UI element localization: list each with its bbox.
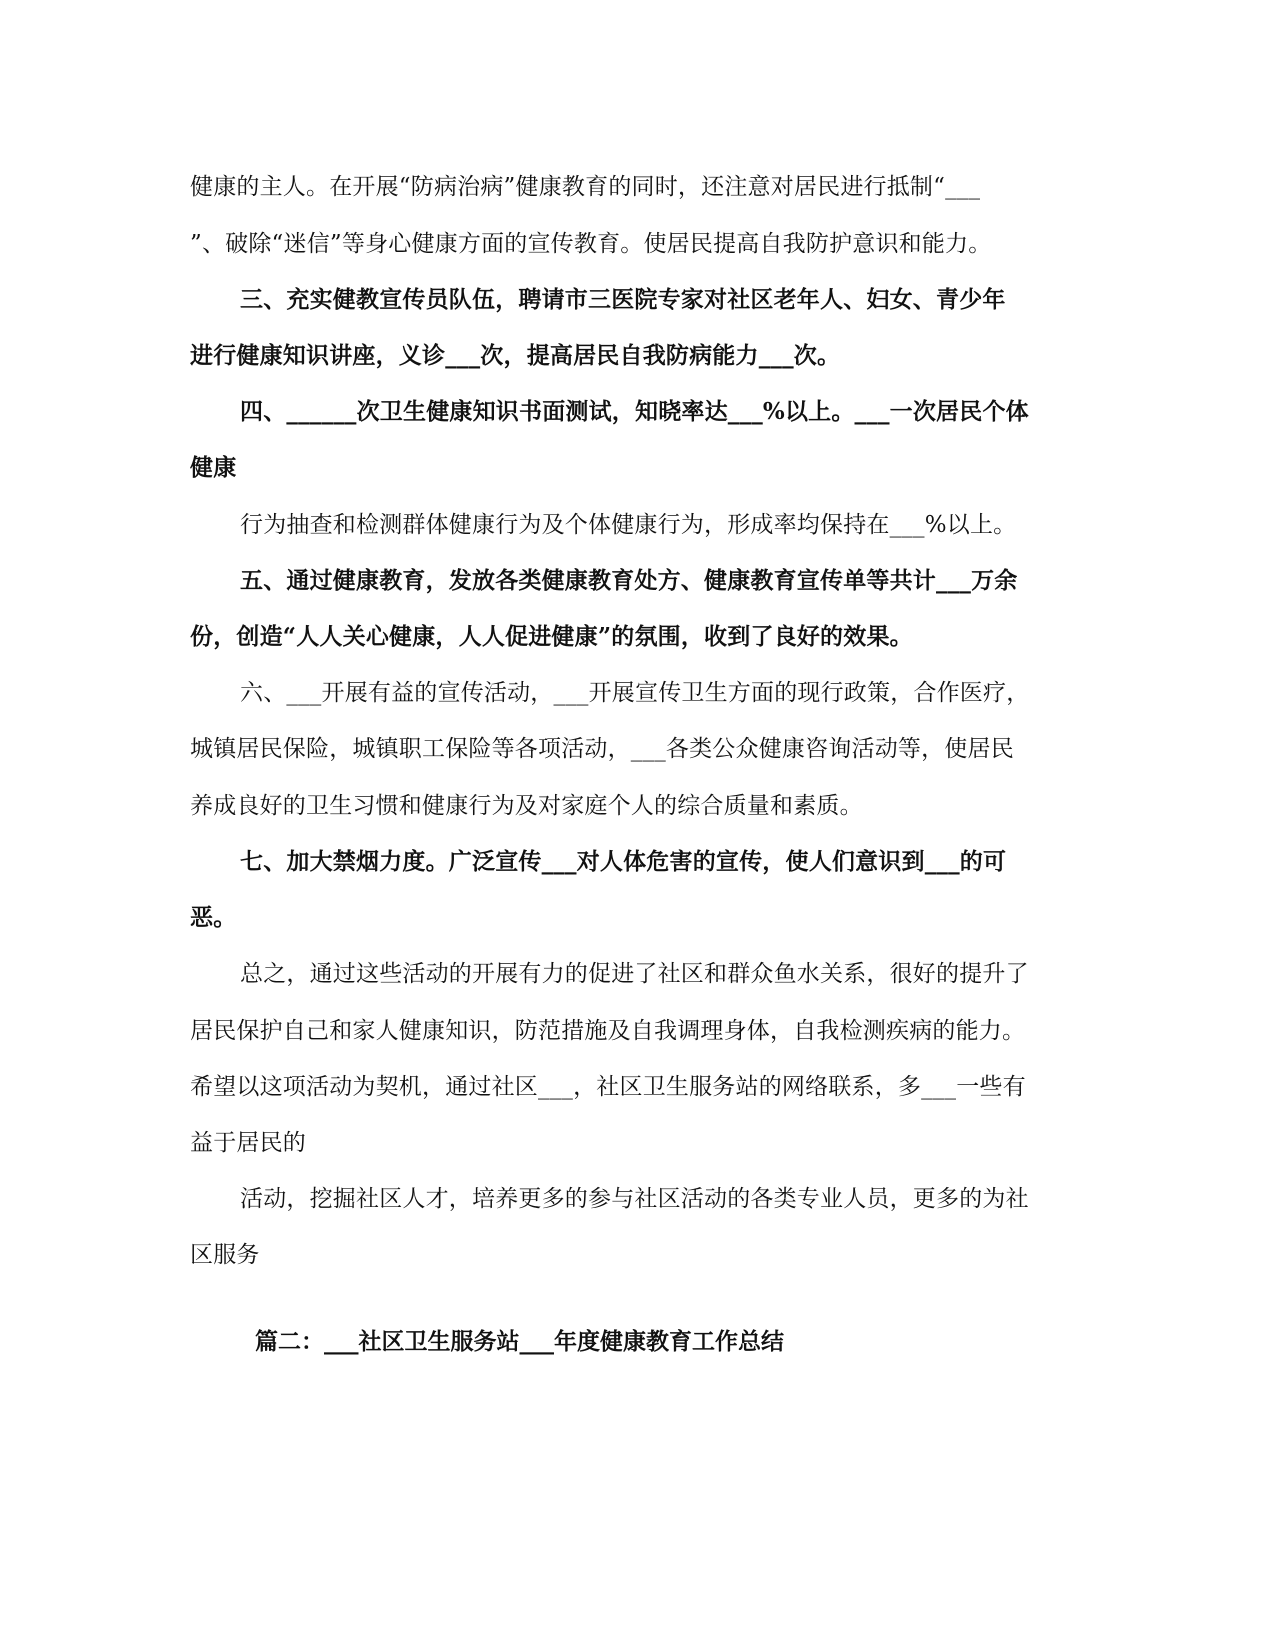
paragraph-line: 希望以这项活动为契机，通过社区___，社区卫生服务站的网络联系，多___一些有 xyxy=(190,1074,1026,1100)
paragraph-line: 三、充实健教宣传员队伍，聘请市三医院专家对社区老年人、妇女、青少年 xyxy=(240,286,1006,313)
paragraph-line: 城镇居民保险，城镇职工保险等各项活动，___各类公众健康咨询活动等，使居民 xyxy=(190,736,1014,762)
paragraph-line: 七、加大禁烟力度。广泛宣传___对人体危害的宣传，使人们意识到___的可 xyxy=(240,848,1007,875)
paragraph-line: 益于居民的 xyxy=(190,1130,306,1156)
paragraph-line: 恶。 xyxy=(190,904,237,931)
paragraph-line: 区服务 xyxy=(190,1242,260,1268)
paragraph-line: 五、通过健康教育，发放各类健康教育处方、健康教育宣传单等共计___万余 xyxy=(240,567,1018,594)
paragraph-line: 养成良好的卫生习惯和健康行为及对家庭个人的综合质量和素质。 xyxy=(190,793,863,819)
paragraph-line: 居民保护自己和家人健康知识，防范措施及自我调理身体，自我检测疾病的能力。 xyxy=(190,1018,1026,1044)
section-title: 篇二：___社区卫生服务站___年度健康教育工作总结 xyxy=(255,1328,784,1355)
paragraph-line: 活动，挖掘社区人才，培养更多的参与社区活动的各类专业人员，更多的为社 xyxy=(240,1186,1029,1212)
paragraph-line: 四、______次卫生健康知识书面测试，知晓率达___%以上。___一次居民个体 xyxy=(240,398,1029,425)
paragraph-line: 健康 xyxy=(190,454,237,481)
paragraph-line: 六、___开展有益的宣传活动，___开展宣传卫生方面的现行政策，合作医疗， xyxy=(240,680,1030,706)
paragraph-line: 进行健康知识讲座，义诊___次，提高居民自我防病能力___次。 xyxy=(190,342,841,369)
paragraph-line: 健康的主人。在开展“防病治病”健康教育的同时，还注意对居民进行抵制“___ xyxy=(190,174,981,200)
paragraph-line: ”、破除“迷信”等身心健康方面的宣传教育。使居民提高自我防护意识和能力。 xyxy=(190,231,992,257)
paragraph-line: 份，创造“人人关心健康，人人促进健康”的氛围，收到了良好的效果。 xyxy=(190,623,913,650)
paragraph-line: 总之，通过这些活动的开展有力的促进了社区和群众鱼水关系，很好的提升了 xyxy=(240,961,1029,987)
paragraph-line: 行为抽查和检测群体健康行为及个体健康行为，形成率均保持在___%以上。 xyxy=(240,512,1017,538)
